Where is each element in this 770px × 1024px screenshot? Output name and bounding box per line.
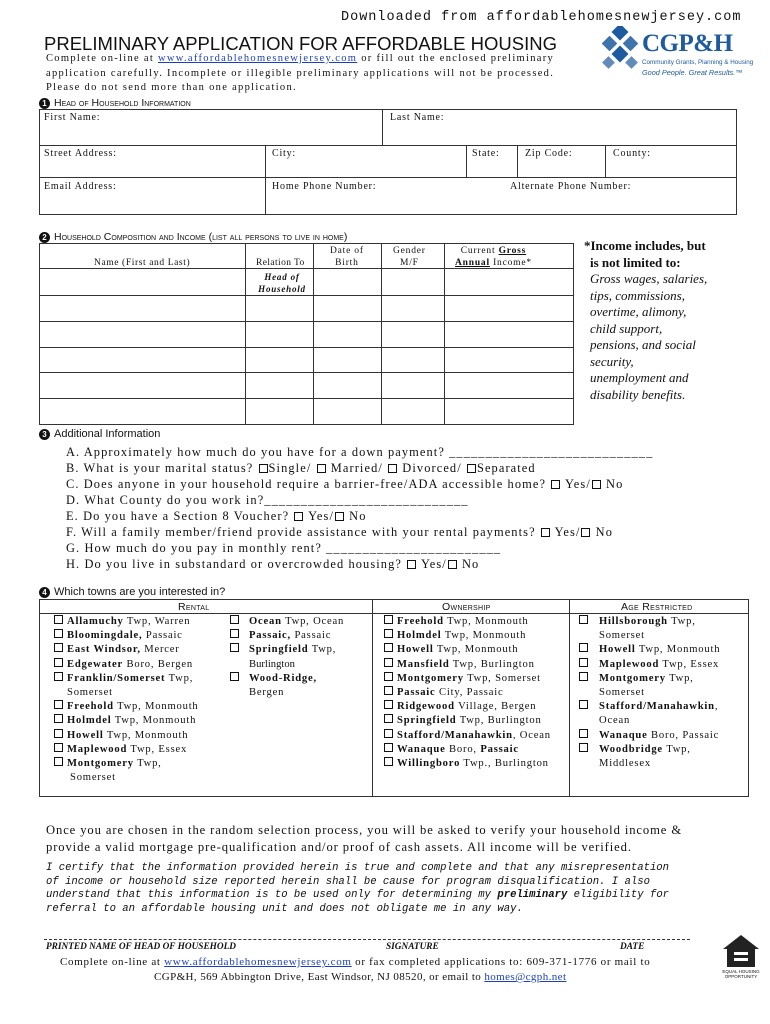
col-name-header: Name (First and Last) [94, 258, 191, 268]
ownership-column [397, 615, 567, 771]
alternate-phone-field[interactable]: Alternate Phone Number: [510, 181, 632, 192]
town-item: Ridgewood Village, Bergen [397, 700, 567, 714]
contact-line-2: CGP&H, 569 Abbington Drive, East Windsor, NJ 08520, or email to homes@cgph.net [154, 971, 567, 983]
question-d[interactable]: D. What County do you work in?____________________________ [66, 493, 469, 507]
town-checkbox[interactable] [579, 615, 588, 624]
town-item: Willingboro Twp., Burlington [397, 757, 567, 771]
town-checkbox[interactable] [384, 757, 393, 766]
income-note-line: Gross wages, salaries, [590, 271, 708, 286]
town-checkbox[interactable] [54, 629, 63, 638]
town-item: Freehold Twp, Monmouth [67, 700, 222, 714]
town-item: Wanaque Boro, Passaic [397, 743, 567, 757]
town-item-cont: Ocean [599, 715, 631, 727]
town-item: Maplewood Twp, Essex [67, 743, 222, 757]
town-item: Stafford/Manahawkin, [599, 700, 747, 714]
town-checkbox[interactable] [230, 643, 239, 652]
col-age-restricted-header: Age Restricted [621, 601, 693, 613]
town-item-cont: Somerset [67, 687, 113, 699]
town-item: Stafford/Manahawkin, Ocean [397, 729, 567, 743]
town-checkbox[interactable] [384, 615, 393, 624]
town-checkbox[interactable] [579, 700, 588, 709]
town-checkbox[interactable] [54, 700, 63, 709]
single-checkbox[interactable] [259, 464, 268, 473]
signature-line[interactable] [44, 939, 690, 940]
income-note-heading-1: *Income includes, but [584, 238, 706, 253]
town-checkbox[interactable] [384, 672, 393, 681]
rental-column-b [249, 615, 369, 700]
age-restricted-column [599, 615, 747, 771]
question-e: E. Do you have a Section 8 Voucher? Yes/ No [66, 509, 367, 523]
col-rental-header: Rental [178, 601, 210, 613]
question-a[interactable]: A. Approximately how much do you have for a down payment? ____________________________ [66, 445, 654, 459]
town-checkbox[interactable] [579, 658, 588, 667]
town-item: Passaic, Passaic [249, 629, 369, 643]
email-link[interactable]: homes@cgph.net [484, 971, 567, 983]
income-note-line: tips, commissions, [590, 287, 685, 303]
town-checkbox[interactable] [384, 714, 393, 723]
date-label: DATE [620, 942, 645, 952]
col-dob-header: Date of Birth [330, 246, 364, 268]
town-checkbox[interactable] [384, 729, 393, 738]
substandard-yes-checkbox[interactable] [407, 560, 416, 569]
town-item-cont: Somerset [70, 772, 116, 784]
question-g[interactable]: G. How much do you pay in monthly rent? ________________________ [66, 541, 502, 555]
last-name-field[interactable]: Last Name: [390, 112, 445, 123]
town-item: Bloomingdale, Passaic [67, 629, 222, 643]
town-item: Woodbridge Twp, [599, 743, 747, 757]
verify-text: Once you are chosen in the random selection process, you will be asked to verify your household income & provide a valid mortgage pre-qualification and/or proof of cash assets. All income will be verified. [46, 823, 683, 854]
town-checkbox[interactable] [579, 672, 588, 681]
assistance-yes-checkbox[interactable] [541, 528, 550, 537]
town-item: Springfield Twp, Burlington [397, 714, 567, 728]
eho-text-2: OPPORTUNITY [724, 974, 758, 979]
town-item: Mansfield Twp, Burlington [397, 658, 567, 672]
town-item: Maplewood Twp, Essex [599, 658, 747, 672]
town-checkbox[interactable] [384, 643, 393, 652]
town-checkbox[interactable] [579, 743, 588, 752]
town-item: Edgewater Boro, Bergen [67, 658, 222, 672]
intro-website-link[interactable]: www.affordablehomesnewjersey.com [158, 53, 358, 64]
county-field[interactable]: County: [613, 148, 651, 159]
first-name-field[interactable]: First Name: [44, 112, 101, 123]
town-item: Holmdel Twp, Monmouth [397, 629, 567, 643]
printed-name-label: PRINTED NAME OF HEAD OF HOUSEHOLD [46, 942, 237, 952]
ada-yes-checkbox[interactable] [551, 480, 560, 489]
cgph-logo-mark-icon [598, 26, 642, 72]
town-item: Freehold Twp, Monmouth [397, 615, 567, 629]
head-of-household-cell: Head of Household [258, 272, 306, 294]
income-note-line: unemployment and [590, 370, 689, 385]
equal-housing-logo [717, 933, 765, 985]
town-checkbox[interactable] [54, 729, 63, 738]
married-checkbox[interactable] [317, 464, 326, 473]
town-item: Montgomery Twp, Somerset [397, 672, 567, 686]
footer-website-link[interactable]: www.affordablehomesnewjersey.com [164, 956, 352, 968]
town-item: East Windsor, Mercer [67, 643, 222, 657]
town-item: Springfield Twp, [249, 643, 369, 657]
town-checkbox[interactable] [54, 643, 63, 652]
town-item: Allamuchy Twp, Warren [67, 615, 222, 629]
state-field[interactable]: State: [472, 148, 500, 159]
intro-line-3: Please do not send more than one application. [46, 82, 297, 93]
income-note-heading-2: is not limited to: [590, 254, 681, 270]
separated-checkbox[interactable] [467, 464, 476, 473]
page-title: PRELIMINARY APPLICATION FOR AFFORDABLE HOUSING [44, 33, 557, 54]
town-item: Howell Twp, Monmouth [397, 643, 567, 657]
town-checkbox[interactable] [230, 629, 239, 638]
town-checkbox[interactable] [384, 658, 393, 667]
certification-text: I certify that the information provided herein is true and complete and that any misrepresentation of income or household size reported herein shall be cause for program disqualification. I also understand that this information is to be used only for determining my preliminary eligibility for referral to an affordable housing unit and does not obligate me in any way. [46, 862, 670, 915]
question-b: B. What is your marital status? Single/ Married/ Divorced/ Separated [66, 461, 536, 475]
section8-yes-checkbox[interactable] [294, 512, 303, 521]
rental-column-a [67, 615, 222, 785]
download-note: Downloaded from affordablehomesnewjersey.com [341, 10, 742, 25]
city-field[interactable]: City: [272, 148, 297, 159]
section-1-heading: 1 Head of Household Information [39, 97, 191, 109]
contact-line-1: Complete on-line at www.affordablehomesnewjersey.com or fax completed applications to: 609-371-1776 or mail to [60, 956, 651, 968]
zip-code-field[interactable]: Zip Code: [525, 148, 573, 159]
town-checkbox[interactable] [54, 743, 63, 752]
section-3-heading: 3 Additional Information [39, 428, 160, 440]
col-ownership-header: Ownership [442, 601, 491, 613]
col-income-header: Current Gross Annual Income* [455, 246, 532, 268]
substandard-no-checkbox[interactable] [448, 560, 457, 569]
email-address-field[interactable]: Email Address: [44, 181, 117, 192]
town-checkbox[interactable] [230, 672, 239, 681]
income-note [584, 238, 740, 403]
intro-line-2: application carefully. Incomplete or illegible preliminary applications will not be processed. [46, 68, 555, 79]
income-note-line: overtime, alimony, [590, 304, 687, 319]
income-note-line: disability benefits. [590, 386, 686, 402]
town-item: Wood-Ridge, [249, 672, 369, 686]
signature-label: SIGNATURE [386, 942, 439, 952]
town-checkbox[interactable] [579, 729, 588, 738]
col-relation-header: Relation To [256, 258, 305, 268]
section-4-heading: 4 Which towns are you interested in? [39, 586, 225, 598]
question-c: C. Does anyone in your household require a barrier-free/ADA accessible home? Yes/ No [66, 477, 624, 491]
town-item: Ocean Twp, Ocean [249, 615, 369, 629]
section-2-heading: 2 Household Composition and Income (list all persons to live in home) [39, 231, 347, 243]
town-item: Howell Twp, Monmouth [599, 643, 747, 657]
logo-subtitle: Community Grants, Planning & Housing [642, 59, 754, 66]
divorced-checkbox[interactable] [388, 464, 397, 473]
town-item-cont: Somerset [599, 687, 645, 699]
town-item-cont: Burlington [249, 658, 295, 670]
logo-tagline: Good People. Great Results.™ [642, 68, 743, 77]
income-note-line: security, [590, 353, 634, 369]
equal-housing-icon [721, 933, 761, 969]
town-checkbox[interactable] [54, 672, 63, 681]
town-checkbox[interactable] [384, 743, 393, 752]
question-h: H. Do you live in substandard or overcrowded housing? Yes/ No [66, 557, 480, 571]
town-item-cont: Somerset [599, 630, 645, 642]
town-checkbox[interactable] [384, 629, 393, 638]
town-checkbox[interactable] [54, 757, 63, 766]
street-address-field[interactable]: Street Address: [44, 148, 117, 159]
town-item-cont: Bergen [249, 687, 285, 699]
eho-text-1: EQUAL HOUSING [722, 969, 760, 974]
logo-name: CGP&H [642, 30, 733, 57]
town-checkbox[interactable] [384, 686, 393, 695]
cgph-logo [598, 22, 758, 82]
town-checkbox[interactable] [579, 643, 588, 652]
town-checkbox[interactable] [54, 714, 63, 723]
town-item: Wanaque Boro, Passaic [599, 729, 747, 743]
town-item: Holmdel Twp, Monmouth [67, 714, 222, 728]
assistance-no-checkbox[interactable] [581, 528, 590, 537]
town-item: Hillsborough Twp, [599, 615, 747, 629]
town-item: Howell Twp, Monmouth [67, 729, 222, 743]
town-item: Montgomery Twp, [67, 757, 222, 771]
town-checkbox[interactable] [384, 700, 393, 709]
income-note-line: child support, [590, 320, 663, 336]
head-of-household-box [39, 109, 737, 215]
col-gender-header: Gender M/F [393, 246, 426, 268]
town-item: Passaic City, Passaic [397, 686, 567, 700]
town-checkbox[interactable] [230, 615, 239, 624]
intro-line-1: Complete on-line at www.affordablehomesnewjersey.com or fill out the enclosed preliminary [46, 53, 555, 64]
town-item: Montgomery Twp, [599, 672, 747, 686]
town-item-cont: Middlesex [599, 758, 651, 770]
ada-no-checkbox[interactable] [592, 480, 601, 489]
question-f: F. Will a family member/friend provide assistance with your rental payments? Yes/ No [66, 525, 614, 539]
section8-no-checkbox[interactable] [335, 512, 344, 521]
town-item: Franklin/Somerset Twp, [67, 672, 222, 686]
home-phone-field[interactable]: Home Phone Number: [272, 181, 377, 192]
town-checkbox[interactable] [54, 658, 63, 667]
town-checkbox[interactable] [54, 615, 63, 624]
income-note-line: pensions, and social [590, 337, 696, 352]
